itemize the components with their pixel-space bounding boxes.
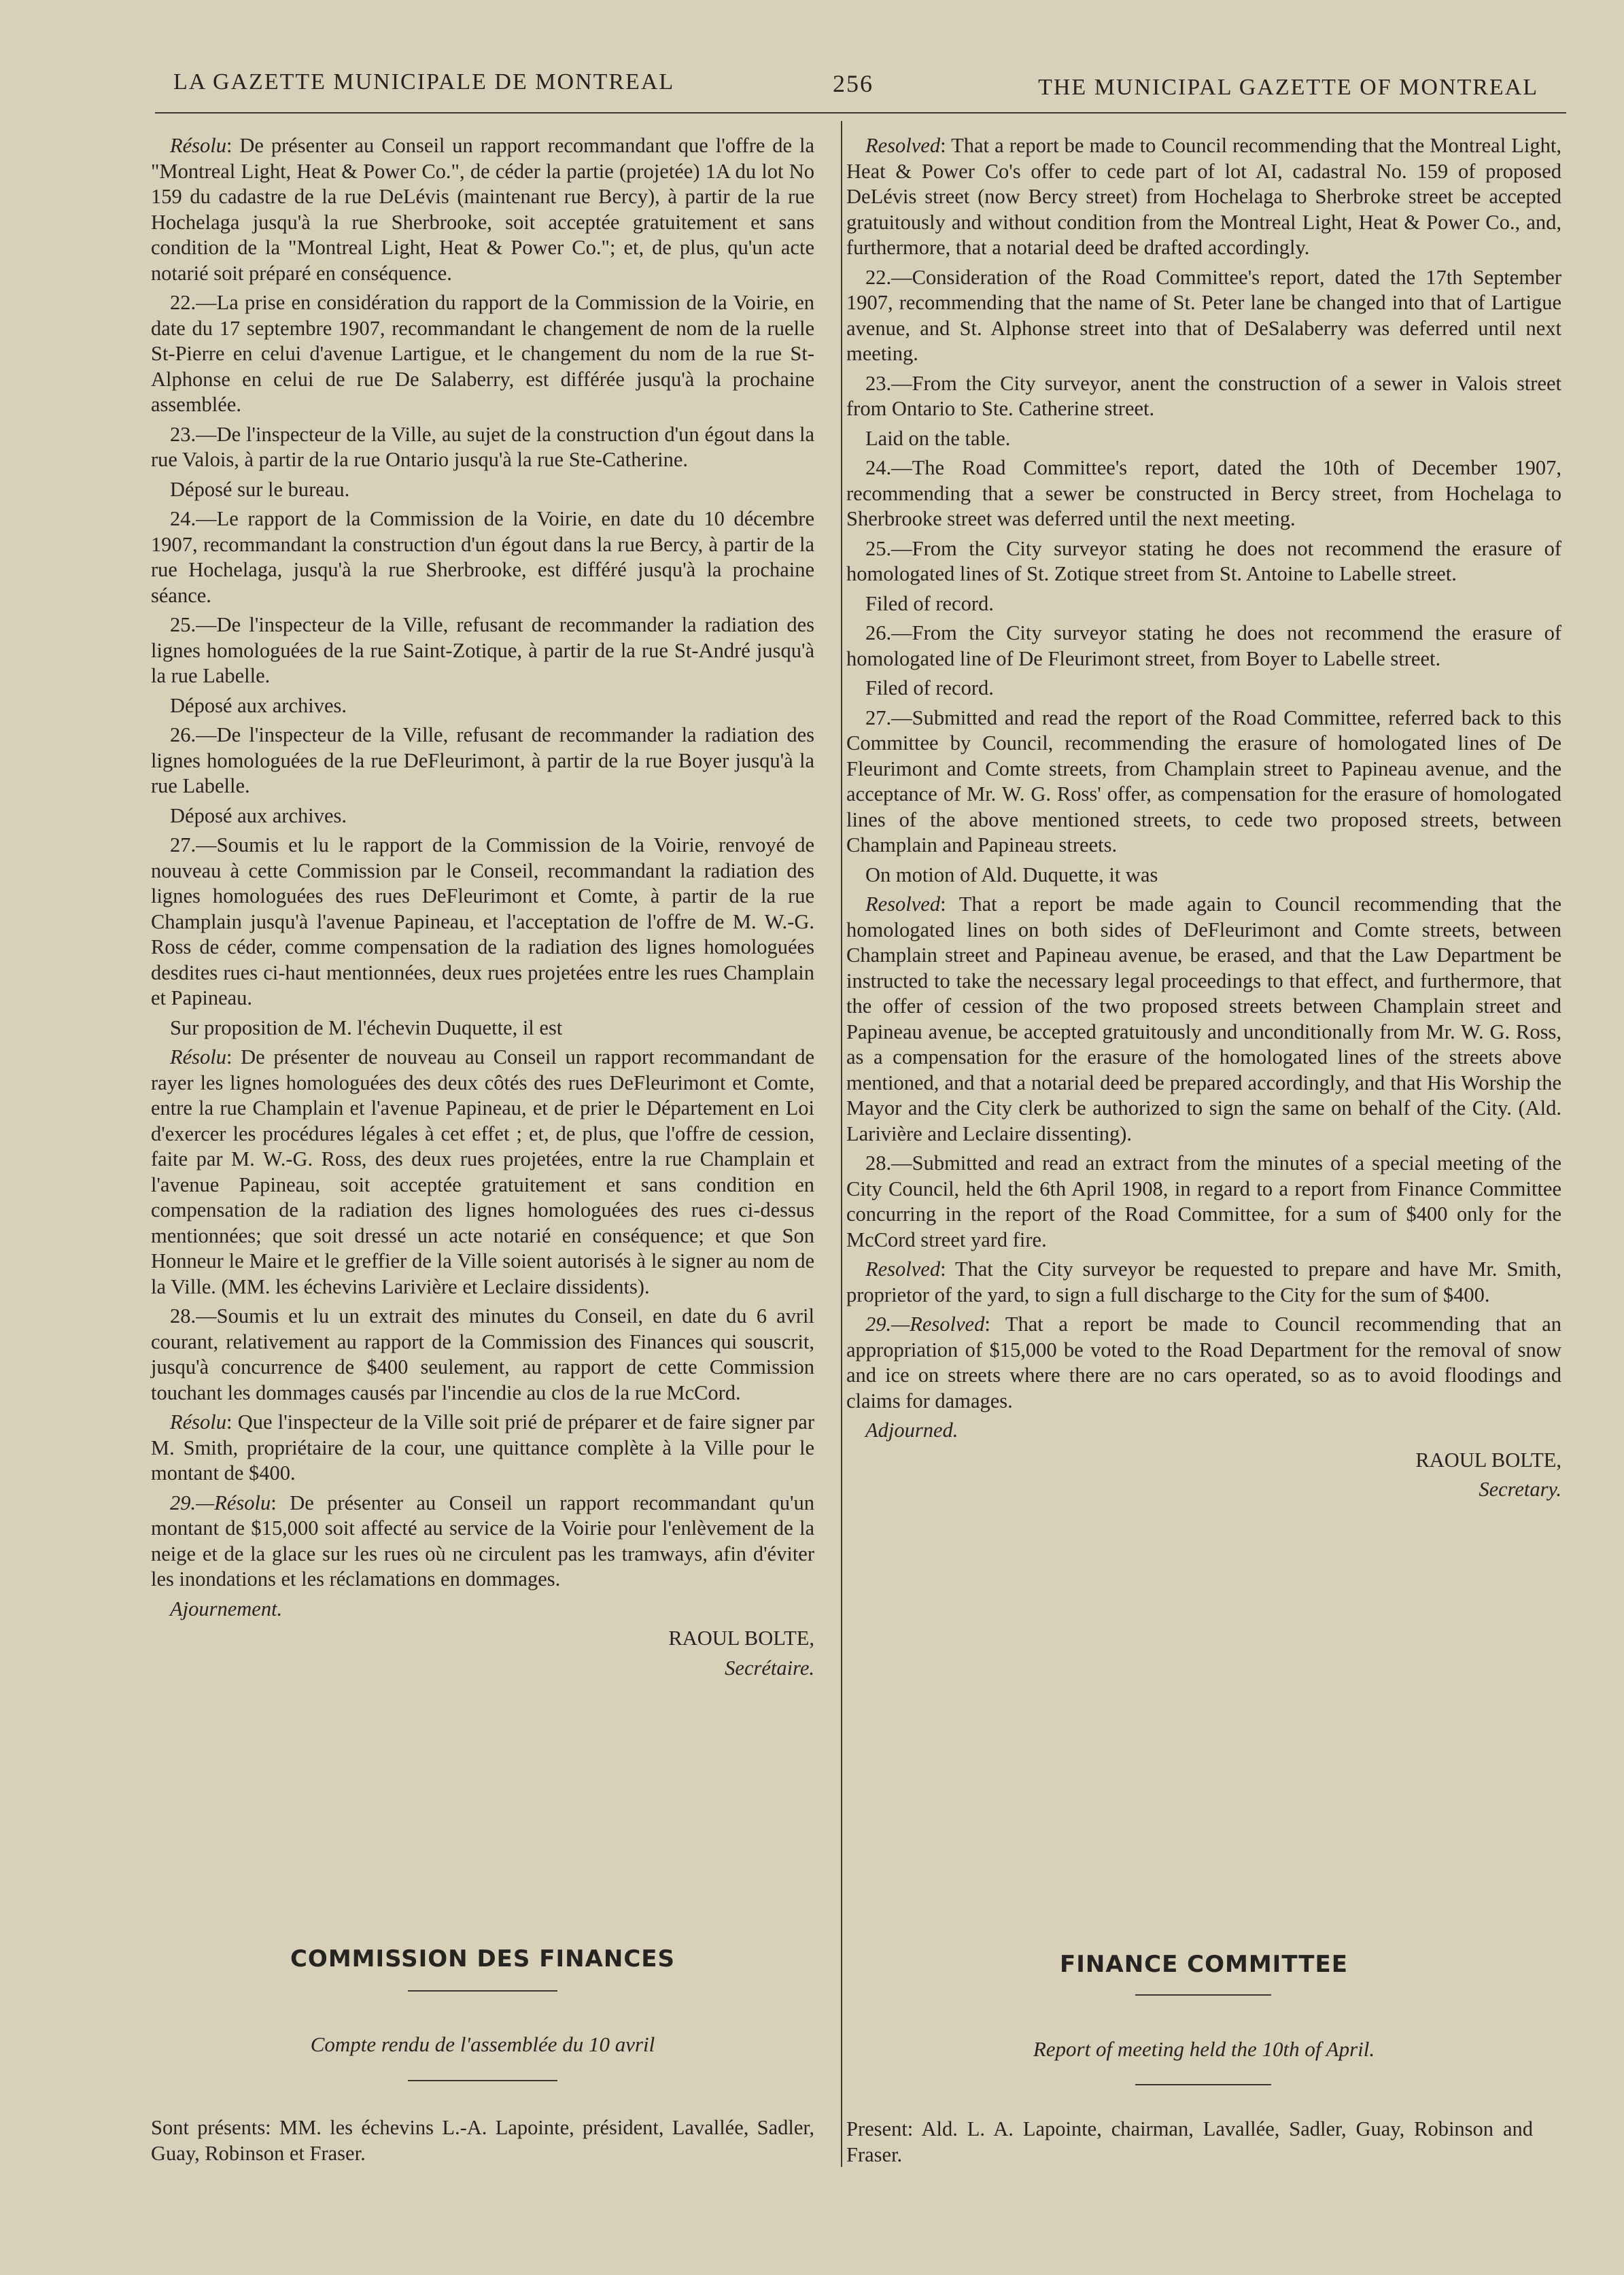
paragraph: Filed of record. — [865, 591, 994, 615]
page-number: 256 — [833, 70, 874, 97]
section-rule — [408, 2080, 557, 2081]
section-rule — [1135, 2084, 1271, 2085]
paragraph: On motion of Ald. Duquette, it was — [865, 863, 1158, 886]
english-section-heading: FINANCE COMMITTEE — [1060, 1951, 1348, 1978]
paragraph: Résolu: De présenter de nouveau au Conseil un rapport recommandant de rayer les lignes homologuées des deux côtés des rues DeFleurimont et Comte, entre la rue Champlain et l'avenue Papineau, et de prier le Département en Loi d'exercer les procédures légales à cet effet ; et, de plus, que l'offre de cession, faite par M. W.-G. Ross, des deux rues projetées, entre la rue Champlain et l'avenue Papineau, soit acceptée gratuitement et sans condition en compensation de la radiation des lignes homologuées des rues ci-dessus mentionnées; que soit dressé un acte notarié en conséquence; et que Son Honneur le Maire et le greffier de la Ville soient autorisés à le signer au nom de la Ville. (MM. les échevins Larivière et Leclaire dissidents). — [151, 1045, 814, 1298]
paragraph: 23.—De l'inspecteur de la Ville, au sujet de la construction d'un égout dans la rue Valois, à partir de la rue Ontario jusqu'à la rue Ste-Catherine. — [151, 422, 814, 471]
paragraph: 23.—From the City surveyor, anent the construction of a sewer in Valois street from Ontario to Ste. Catherine street. — [846, 371, 1561, 420]
adjournment: Adjourned. — [865, 1419, 958, 1442]
french-section-heading: COMMISSION DES FINANCES — [290, 1945, 675, 1973]
signature-name: RAOUL BOLTE, — [1415, 1448, 1561, 1472]
french-section-subheading: Compte rendu de l'assemblée du 10 avril — [310, 2032, 655, 2056]
header-english-title: THE MUNICIPAL GAZETTE OF MONTREAL — [1038, 75, 1538, 100]
paragraph: 24.—Le rapport de la Commission de la Voirie, en date du 10 décembre 1907, recommandant la construction d'un égout dans la rue Bercy, à partir de la rue Hochelaga, jusqu'à la rue Sherbrooke, est différé jusqu'à la prochaine séance. — [151, 507, 814, 607]
paragraph: Sur proposition de M. l'échevin Duquette, il est — [170, 1015, 563, 1039]
paragraph: Déposé sur le bureau. — [170, 477, 350, 501]
page-header — [173, 69, 1538, 110]
paragraph: Laid on the table. — [865, 426, 1011, 450]
adjournment: Ajournement. — [170, 1597, 283, 1620]
signature-name: RAOUL BOLTE, — [668, 1627, 814, 1650]
paragraph: 27.—Soumis et lu le rapport de la Commission de la Voirie, renvoyé de nouveau à cette Commission par le Conseil, recommandant la radiation des lignes homologuées des rues DeFleurimont et Comte, à partir de la rue Champlain jusqu'à l'avenue Papineau, et l'acceptation de l'offre de M. W.-G. Ross de céder, comme compensation de la radiation des lignes homologuées desdites rues ci-haut mentionnées, deux rues projetées entre les rues Champlain et Papineau. — [151, 833, 814, 1009]
french-attendance: Sont présents: MM. les échevins L.-A. Lapointe, président, Lavallée, Sadler, Guay, Robinson et Fraser. — [151, 2116, 814, 2165]
paragraph: 26.—De l'inspecteur de la Ville, refusant de recommander la radiation des lignes homologuées de la rue DeFleurimont, à partir de la rue Boyer jusqu'à la rue Labelle. — [151, 723, 814, 797]
paragraph: 29.—Résolu: De présenter au Conseil un rapport recommandant qu'un montant de $15,000 soit affecté au service de la Voirie pour l'enlèvement de la neige et de la glace sur les rues où ne circulent pas les tramways, afin d'éviter les inondations et les réclamations en dommages. — [151, 1491, 814, 1591]
paragraph: Filed of record. — [865, 676, 994, 699]
paragraph: 25.—De l'inspecteur de la Ville, refusant de recommander la radiation des lignes homologuées de la rue Saint-Zotique, à partir de la rue St-André jusqu'à la rue Labelle. — [151, 613, 814, 687]
paragraph: Resolved: That the City surveyor be requested to prepare and have Mr. Smith, proprietor of the yard, to sign a full discharge to the City for the sum of $400. — [846, 1257, 1561, 1306]
paragraph: Résolu: Que l'inspecteur de la Ville soit prié de préparer et de faire signer par M. Smith, propriétaire de la cour, une quittance complète à la Ville pour le montant de $400. — [151, 1410, 814, 1484]
french-column — [151, 133, 814, 1685]
signature-title: Secrétaire. — [725, 1656, 814, 1680]
english-attendance: Present: Ald. L. A. Lapointe, chairman, Lavallée, Sadler, Guay, Robinson and Fraser. — [846, 2117, 1533, 2166]
paragraph: 24.—The Road Committee's report, dated the 10th of December 1907, recommending that a sewer be constructed in Bercy street, from Hochelaga to Sherbrooke street was deferred until the next meeting. — [846, 456, 1561, 530]
english-column — [846, 133, 1561, 1507]
paragraph: Resolved: That a report be made again to Council recommending that the homologated lines on both sides of DeFleurimont and Comte streets, between Champlain street and Papineau avenue, be erased, and that the Law Department be instructed to take the necessary legal proceedings to that effect, and furthermore, that the offer of cession of the two proposed streets between Champlain street and Papineau avenue, be accepted gratuitously and unconditionally from Mr. W. G. Ross, as a compensation for the erasure of the homologated lines of the streets above mentioned, and that a notarial deed be prepared accordingly, and that His Worship the Mayor and the City clerk be authorized to sign the same on behalf of the City. (Ald. Larivière and Leclaire dissenting). — [846, 892, 1561, 1145]
section-rule — [408, 1990, 557, 1992]
signature-title: Secretary. — [1479, 1478, 1561, 1501]
paragraph: Résolu: De présenter au Conseil un rapport recommandant que l'offre de la "Montreal Light, Heat & Power Co.", de céder la partie (projetée) 1A du lot No 159 du cadastre de la rue DeLévis (maintenant rue Bercy), à partir de la rue Hochelaga jusqu'à la rue Sherbrooke, soit acceptée gratuitement et sans condition de la "Montreal Light, Heat & Power Co."; et, de plus, qu'un acte notarié soit préparé en conséquence. — [151, 134, 814, 285]
header-french-title: LA GAZETTE MUNICIPALE DE MONTREAL — [173, 69, 675, 94]
paragraph: 28.—Soumis et lu un extrait des minutes du Conseil, en date du 6 avril courant, relativement au rapport de la Commission des Finances qui souscrit, jusqu'à concurrence de $400 seulement, au rapport de cette Commission touchant les dommages causés par l'incendie au clos de la rue McCord. — [151, 1304, 814, 1404]
paragraph: 25.—From the City surveyor stating he does not recommend the erasure of homologated lines of St. Zotique street from St. Antoine to Labelle street. — [846, 536, 1561, 585]
paragraph: 27.—Submitted and read the report of the Road Committee, referred back to this Committee by Council, recommending the erasure of homologated lines of De Fleurimont and Comte streets, from Champlain street to Papineau avenue, and the acceptance of Mr. W. G. Ross' offer, as compensation for the erasure of homologated lines of the above mentioned streets, to cede two proposed streets, between Champlain and Papineau streets. — [846, 706, 1561, 856]
paragraph: 22.—La prise en considération du rapport de la Commission de la Voirie, en date du 17 septembre 1907, recommandant le changement de nom de la ruelle St-Pierre en celui d'avenue Lartigue, et le changement du nom de la rue St-Alphonse en celui de rue De Salaberry, est différée jusqu'à la prochaine assemblée. — [151, 291, 814, 416]
paragraph: 26.—From the City surveyor stating he does not recommend the erasure of homologated line of De Fleurimont street, from Boyer to Labelle street. — [846, 621, 1561, 670]
paragraph: 29.—Resolved: That a report be made to Council recommending that an appropriation of $15,000 be voted to the Road Department for the removal of snow and ice on streets where there are no cars operated, so as to avoid floodings and claims for damages. — [846, 1313, 1561, 1412]
paragraph: Déposé aux archives. — [170, 693, 347, 717]
paragraph: 22.—Consideration of the Road Committee's report, dated the 17th September 1907, recommending that the name of St. Peter lane be changed into that of Lartigue avenue, and St. Alphonse street into that of DeSalaberry was deferred until next meeting. — [846, 265, 1561, 365]
column-divider — [841, 121, 842, 2167]
header-rule — [155, 112, 1566, 114]
english-section-subheading: Report of meeting held the 10th of April. — [1033, 2037, 1375, 2061]
section-rule — [1135, 1994, 1271, 1996]
paragraph: Resolved: That a report be made to Council recommending that the Montreal Light, Heat & Power Co's offer to cede part of lot AI, cadastral No. 159 of proposed DeLévis street (now Bercy street) from Hochelaga to Sherbroke street be accepted gratuitously and without condition from the Montreal Light, Heat & Power Co., and, furthermore, that a notarial deed be drafted accordingly. — [846, 134, 1561, 259]
paragraph: Déposé aux archives. — [170, 803, 347, 827]
paragraph: 28.—Submitted and read an extract from the minutes of a special meeting of the City Council, held the 6th April 1908, in regard to a report from Finance Committee concurring in the report of the Road Committee, for a sum of $400 only for the McCord street yard fire. — [846, 1151, 1561, 1251]
